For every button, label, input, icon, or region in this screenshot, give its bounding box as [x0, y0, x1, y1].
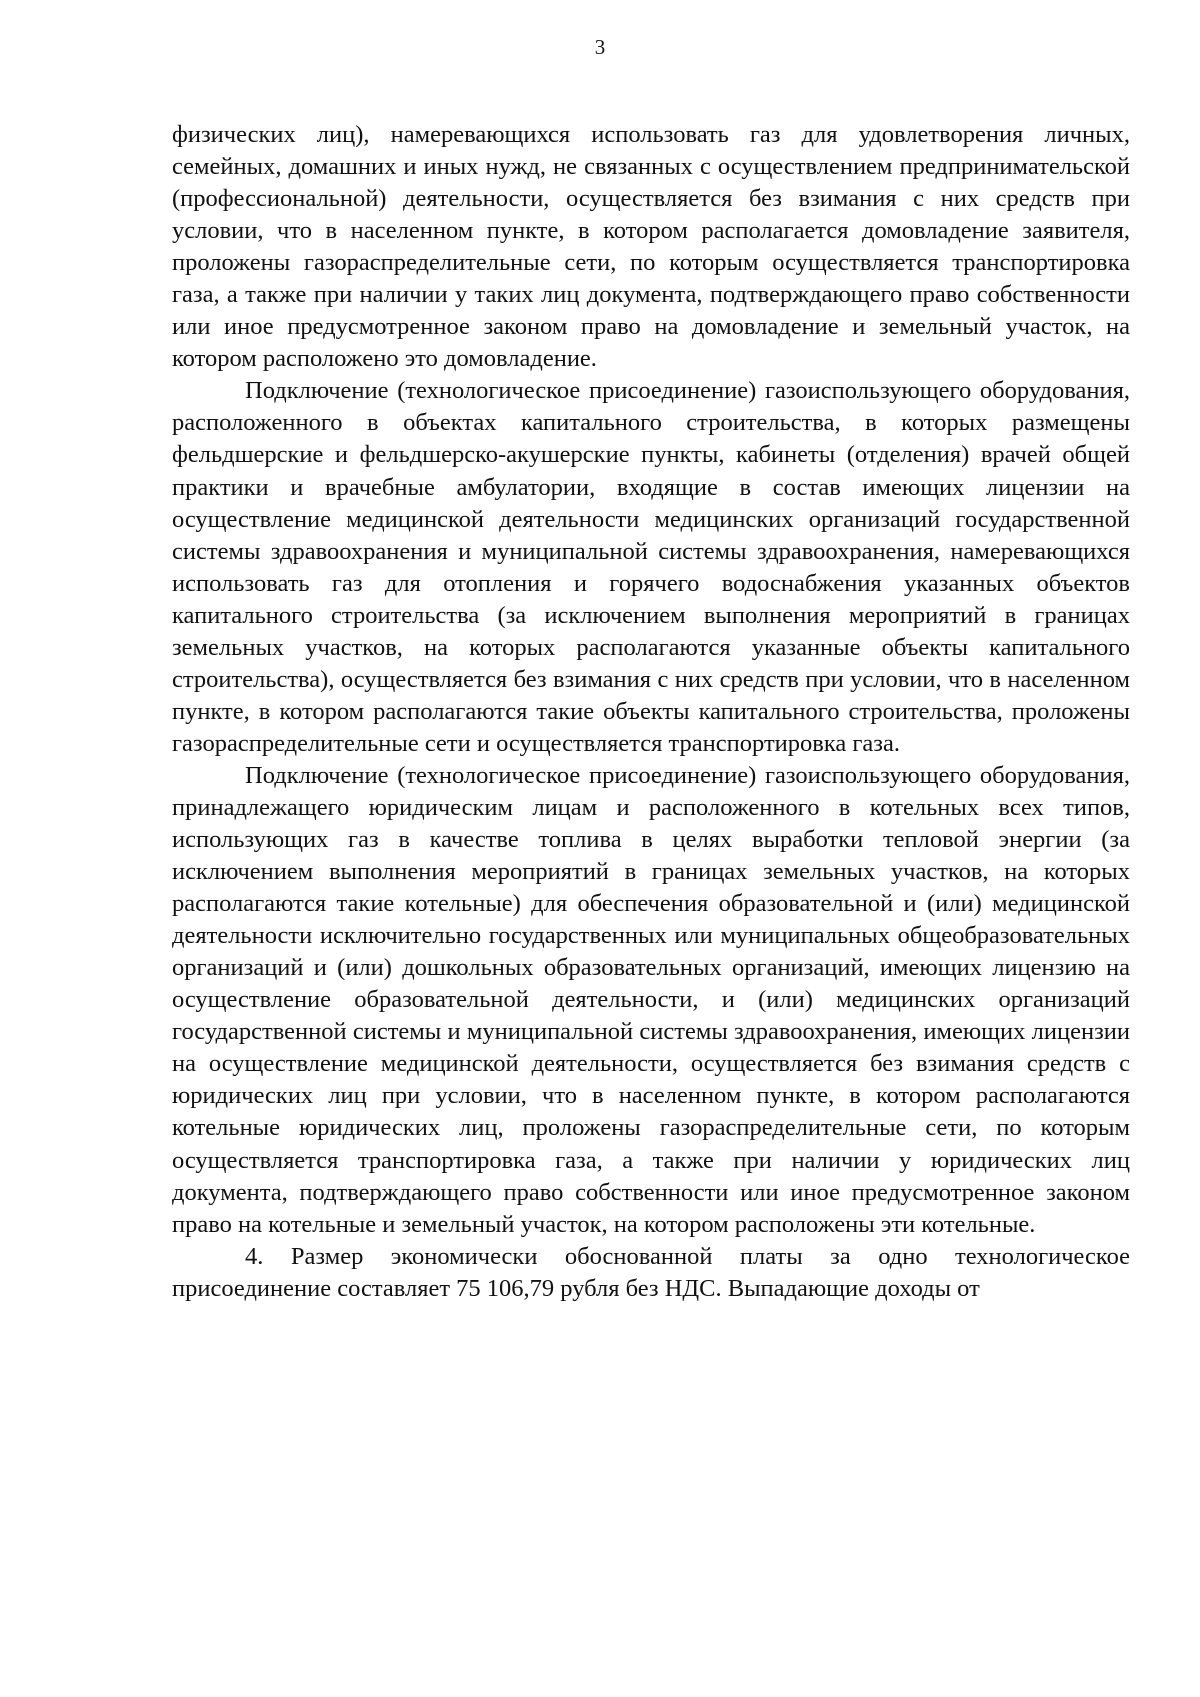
paragraph-continuation: физических лиц), намеревающихся использовать газ для удовлетворения личных, семейных, домашних и иных нужд, не связанных с осуществлением предпринимательской (профессиональной) деятельности, осуществляется без взимания с них средств при условии, что в населенном пункте, в котором располагается домовладение заявителя, проложены газораспределительные сети, по которым осуществляется транспортировка газа, а также при наличии у таких лиц документа, подтверждающего право собственности или иное предусмотренное законом право на домовладение и земельный участок, на котором расположено это домовладение. [172, 121, 1130, 373]
paragraph-boiler-connection: Подключение (технологическое присоединение) газоиспользующего оборудования, принадлежащего юридическим лицам и расположенного в котельных всех типов, использующих газ в качестве топлива в целях выработки тепловой энергии (за исключением выполнения мероприятий в границах земельных участков, на которых располагаются такие котельные) для обеспечения образовательной и (или) медицинской деятельности исключительно государственных или муниципальных общеобразовательных организаций и (или) дошкольных образовательных организаций, имеющих лицензию на осуществление образовательной деятельности, и (или) медицинских организаций государственной системы и муниципальной системы здравоохранения, имеющих лицензии на осуществление медицинской деятельности, осуществляется без взимания средств с юридических лиц при условии, что в населенном пункте, в котором располагаются котельные юридических лиц, проложены газораспределительные сети, по которым осуществляется транспортировка газа, а также при наличии у юридических лиц документа, подтверждающего право собственности или иное предусмотренное законом право на котельные и земельный участок, на котором расположены эти котельные. [172, 761, 1130, 1238]
document-body [172, 119, 1130, 1305]
paragraph-item-4-fee: 4. Размер экономически обоснованной платы за одно технологическое присоединение составляет 75 106,79 рубля без НДС. Выпадающие доходы от [172, 1242, 1130, 1302]
page-number: 3 [594, 35, 606, 59]
paragraph-medical-connection: Подключение (технологическое присоединение) газоиспользующего оборудования, расположенного в объектах капитального строительства, в которых размещены фельдшерские и фельдшерско-акушерские пункты, кабинеты (отделения) врачей общей практики и врачебные амбулатории, входящие в состав имеющих лицензии на осуществление медицинской деятельности медицинских организаций государственной системы здравоохранения и муниципальной системы здравоохранения, намеревающихся использовать газ для отопления и горячего водоснабжения указанных объектов капитального строительства (за исключением выполнения мероприятий в границах земельных участков, на которых располагаются указанные объекты капитального строительства), осуществляется без взимания с них средств при условии, что в населенном пункте, в котором располагаются такие объекты капитального строительства, проложены газораспределительные сети и осуществляется транспортировка газа. [172, 377, 1130, 757]
